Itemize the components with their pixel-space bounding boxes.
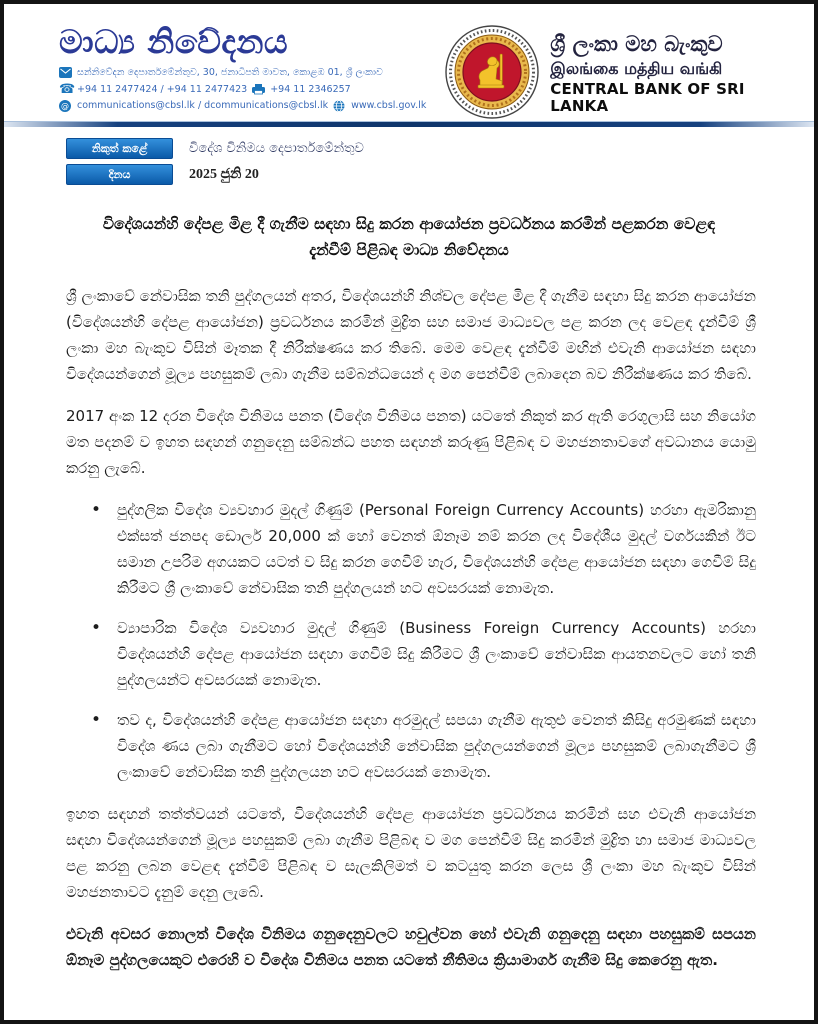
contact-phone-line [59,81,444,97]
phone-icon: ☎ [59,81,76,97]
contact-address: සන්නිවේදන දෙපාර්තමේන්තුව, 30, ජනාධිපති මාවත, කොළඹ 01, ශ්‍රී ලංකාව [77,67,383,79]
document-body [66,283,756,973]
masthead [59,24,444,111]
contact-emails: communications@cbsl.lk / dcommunications@cbsl.lk [77,100,329,112]
paragraph-2: 2017 අංක 12 දරන විදේශ විනිමය පනත (විදේශ විනිමය පනත) යටතේ නිකුත් කර ඇති රෙගුලාසි සහ නියෝග මත පදනම් ව ඉහත සඳහන් ගනුදෙනු සම්බන්ධ පහත සඳහන් කරුණු පිළිබඳ ව මහජනතාවගේ අවධානය යොමු කරනු ලැබේ. [66,407,756,477]
paragraph-1: ශ්‍රී ලංකාවේ නේවාසික තනි පුද්ගලයන් අතර, විදේශයන්හි නිශ්චල දේපළ මිළ දී ගැනීම සඳහා සිදු කරන ආයෝජන (විදේශයන්හි දේපළ ආයෝජන) ප්‍රවර්ධනය කරමින් මුද්‍රිත සහ සමාජ මාධ්‍යවල පළ කරන ලද වෙළඳ දැන්වීම් ශ්‍රී ලංකා මහ බැංකුව විසින් මෑතක දී නිරීක්ෂණය කර තිබේ. මෙම වෙළඳ දැන්වීම් මඟින් එවැනි ආයෝජන සඳහා විදේශයන්ගෙන් මූල්‍ය පහසුකම් ලබා ගැනීම සම්බන්ධයෙන් ද මග පෙන්වීම් ලබාදෙන බව නිරීක්ෂණය කර තිබේ. [66,287,756,383]
bank-name-sinhala: ශ්‍රී ලංකා මහ බැංකුව [550,32,723,57]
bullet-item-business-fca: • ව්‍යාපාරික විදේශ ව්‍යවහාර මුදල් ගිණුම් (Business Foreign Currency Accounts) හරහා විදේශයන්හි දේපළ ආයෝජන සඳහා ගෙවීම් සිදු කිරීමට ශ්‍රී ලංකාවේ නේවාසික ආයතනවලට හෝ තනි පුද්ගලයන්ට අවසරයක් නොමැත. [117,615,756,693]
bullet-item-foreign-loans: • තව ද, විදේශයන්හි දේපළ ආයෝජන සඳහා අරමුදල් සපයා ගැනීම ඇතුළු වෙනත් කිසිදු අරමුණක් සඳහා විදේශ ණය ලබා ගැනීමට හෝ විදේශයන්හි නේවාසික පුද්ගලයන්ගෙන් මූල්‍ය පහසුකම් ලබාගැනීමට ශ්‍රී ලංකාවේ නේවාසික තනි පුද්ගලයන හට අවසරයක් නොමැත. [117,707,756,785]
date-label: දිනය [66,164,173,185]
fax-printer-icon [252,84,265,95]
masthead-title: මාධ්‍ය නිවේදනය [59,22,289,61]
contact-email-line [59,100,444,111]
globe-icon [333,100,346,111]
document-title: විදේශයන්හි දේපළ මිළ දී ගැනීම සඳහා සිදු කරන ආයෝජන ප්‍රවර්ධනය කරමින් පළකරන වෙළඳ දැන්වීම් පිළිබඳ මාධ්‍ය නිවේදනය [102,215,716,259]
email-at-icon [59,100,72,111]
envelope-icon [59,67,72,78]
issued-by-row [66,138,814,159]
paragraph-4-warning: එවැනි අවසර නොලත් විදේශ විනිමය ගනුදෙනුවලට හවුල්වන හෝ එවැනි ගනුදෙනු සඳහා පහසුකම් සපයන ඕනෑම පුද්ගලයෙකුට එරෙහි ව විදේශ විනිමය පනත යටතේ නීතිමය ක්‍රියාමාර්ග ගැනීම සිදු කෙරෙනු ඇත. [66,925,756,969]
cbsl-emblem [444,24,540,124]
bank-name-tamil: இலங்கை மத்திய வங்கி [550,58,723,78]
date-row [66,164,814,185]
bank-brand [444,24,778,124]
bank-name-english: CENTRAL BANK OF SRI LANKA [550,80,745,116]
contact-fax: +94 11 2346257 [270,83,351,95]
meta-section [4,127,814,185]
header [4,4,814,121]
bullet-list [66,497,756,785]
bank-name-block [550,32,778,115]
contact-website: www.cbsl.gov.lk [351,100,427,112]
contact-address-line [59,67,444,78]
date-value: 2025 ජුනි 20 [189,166,259,182]
issued-by-label: නිකුත් කළේ [66,138,173,159]
contact-phones: +94 11 2477424 / +94 11 2477423 [77,83,248,95]
issued-by-value: විදේශ විනිමය දෙපාර්තමේන්තුව [189,141,364,156]
paragraph-3: ඉහත සඳහන් තත්ත්වයන් යටතේ, විදේශයන්හි දේපළ ආයෝජන ප්‍රවර්ධනය කරමින් සහ එවැනි ආයෝජන සඳහා විදේශයන්ගෙන් මූල්‍ය පහසුකම් ලබා ගැනීම පිළිබඳ ව මග පෙන්වීම් සිදු කරමින් මුද්‍රිත හා සමාජ මාධ්‍යවල පළ කරනු ලබන වෙළඳ දැන්වීම් පිළිබඳ ව සැලකිලිමත් ව කටයුතු කරන ලෙස ශ්‍රී ලංකා මහ බැංකුව විසින් මහජනතාවට දැනුම් දෙනු ලැබේ. [66,805,756,901]
svg-text:@: @ [61,101,69,111]
bullet-item-personal-fca: • පුද්ගලික විදේශ ව්‍යවහාර මුදල් ගිණුම් (Personal Foreign Currency Accounts) හරහා ඇමරිකානු එක්සත් ජනපද ඩොලර් 20,000 ක් හෝ වෙනත් ඕනෑම නම් කරන ලද විදේශීය මුදල් වර්ගයකින් ඊට සමාන උපරිම අගයකට යටත් ව සිදු කරන ගෙවීම් හැර, විදේශයන්හි දේපළ ආයෝජන සඳහා ගෙවීම් සිදු කිරීමට ශ්‍රී ලංකාවේ නේවාසික තනි පුද්ගලයන් හට අවසරයක් නොමැත. [117,497,756,601]
